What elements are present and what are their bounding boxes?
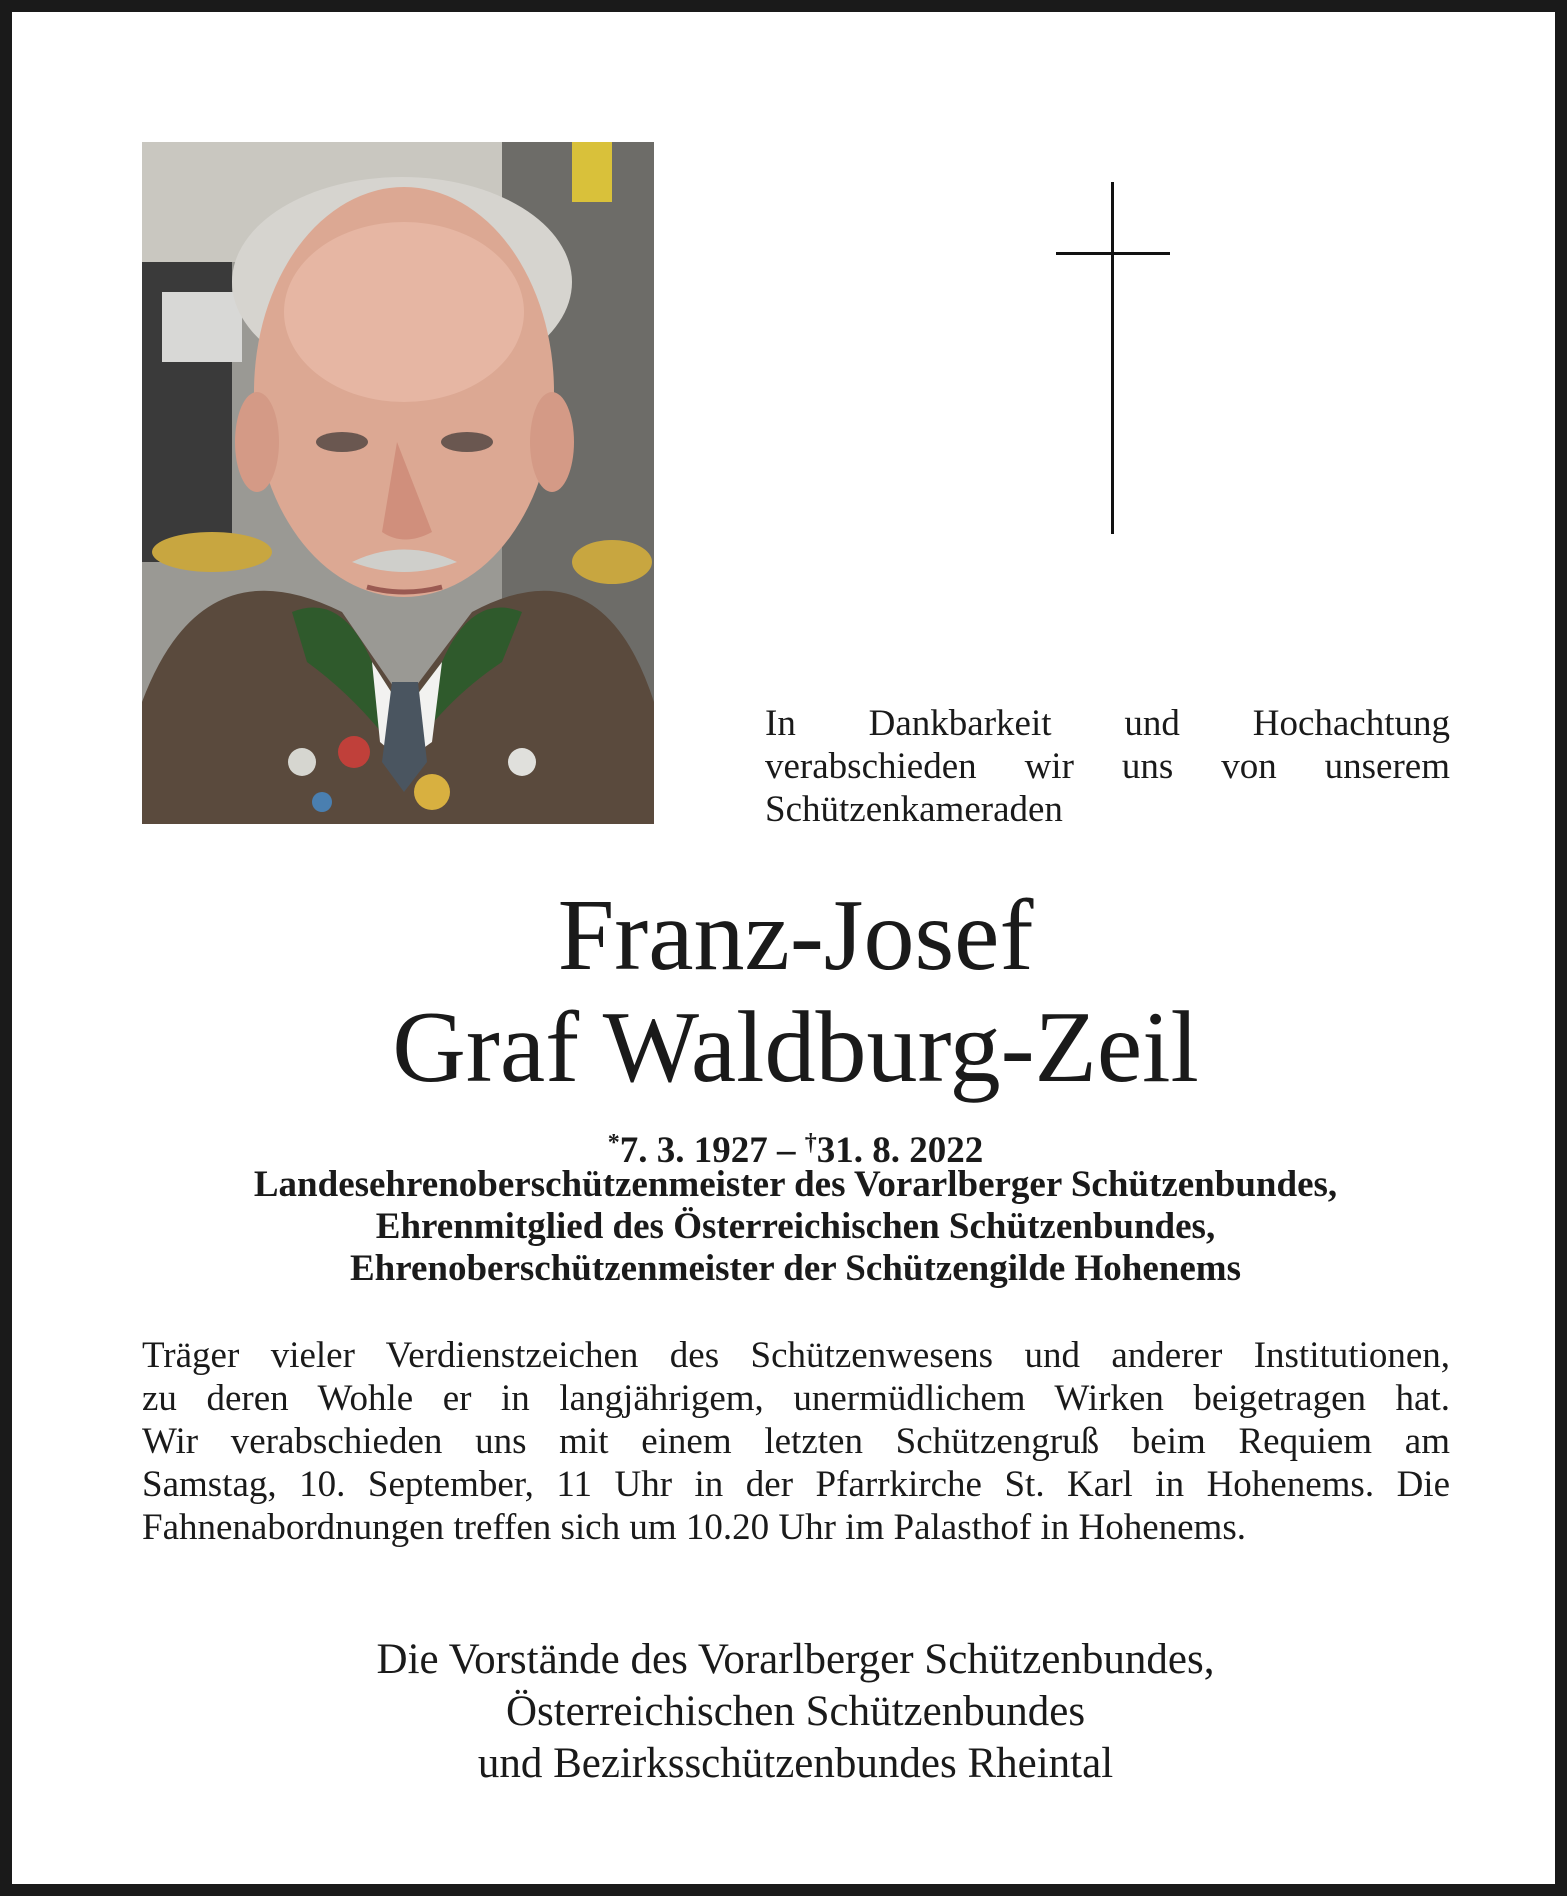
signature-line: Österreichischen Schützenbundes [505, 1688, 1086, 1735]
cross-horizontal-bar [1056, 252, 1170, 255]
death-symbol: † [804, 1130, 817, 1156]
intro-line: verabschieden wir uns von unserem [765, 746, 1450, 787]
intro-line: Schützenkameraden [765, 789, 1063, 830]
body-line: Samstag, 10. September, 11 Uhr in der Pfarrkirche St. Karl in Hohenems. Die [142, 1464, 1450, 1505]
cross-vertical-bar [1111, 182, 1114, 534]
deceased-name [12, 880, 1567, 1104]
cross-icon [1056, 182, 1170, 534]
title-line: Ehrenmitglied des Österreichischen Schützenbundes, [375, 1206, 1216, 1247]
portrait-illustration [142, 142, 654, 824]
body-line: Träger vieler Verdienstzeichen des Schützenwesens und anderer Institutionen, [142, 1335, 1450, 1376]
birth-date: 7. 3. 1927 [619, 1130, 768, 1171]
title-line: Ehrenoberschützenmeister der Schützengilde Hohenems [349, 1248, 1242, 1289]
title-line: Landesehrenoberschützenmeister des Vorarlberger Schützenbundes, [253, 1164, 1338, 1205]
signature-line: und Bezirksschützenbundes Rheintal [477, 1740, 1114, 1787]
body-paragraph [142, 1334, 1450, 1549]
date-separator: – [777, 1130, 796, 1171]
body-line: zu deren Wohle er in langjährigem, unermüdlichem Wirken beigetragen hat. [142, 1378, 1450, 1419]
intro-line: In Dankbarkeit und Hochachtung [765, 703, 1450, 744]
honorary-titles [12, 1164, 1567, 1290]
death-date: 31. 8. 2022 [816, 1130, 984, 1171]
body-line: Wir verabschieden uns mit einem letzten Schützengruß beim Requiem am [142, 1421, 1450, 1462]
birth-symbol: * [607, 1130, 620, 1156]
name-second-line: Graf Waldburg-Zeil [392, 991, 1199, 1104]
intro-text [765, 702, 1450, 831]
signature-block [12, 1634, 1567, 1790]
name-first-line: Franz-Josef [557, 879, 1034, 992]
signature-line: Die Vorstände des Vorarlberger Schützenbundes, [376, 1636, 1215, 1683]
portrait-photo [142, 142, 654, 824]
body-line: Fahnenabordnungen treffen sich um 10.20 Uhr im Palasthof in Hohenems. [142, 1507, 1246, 1548]
